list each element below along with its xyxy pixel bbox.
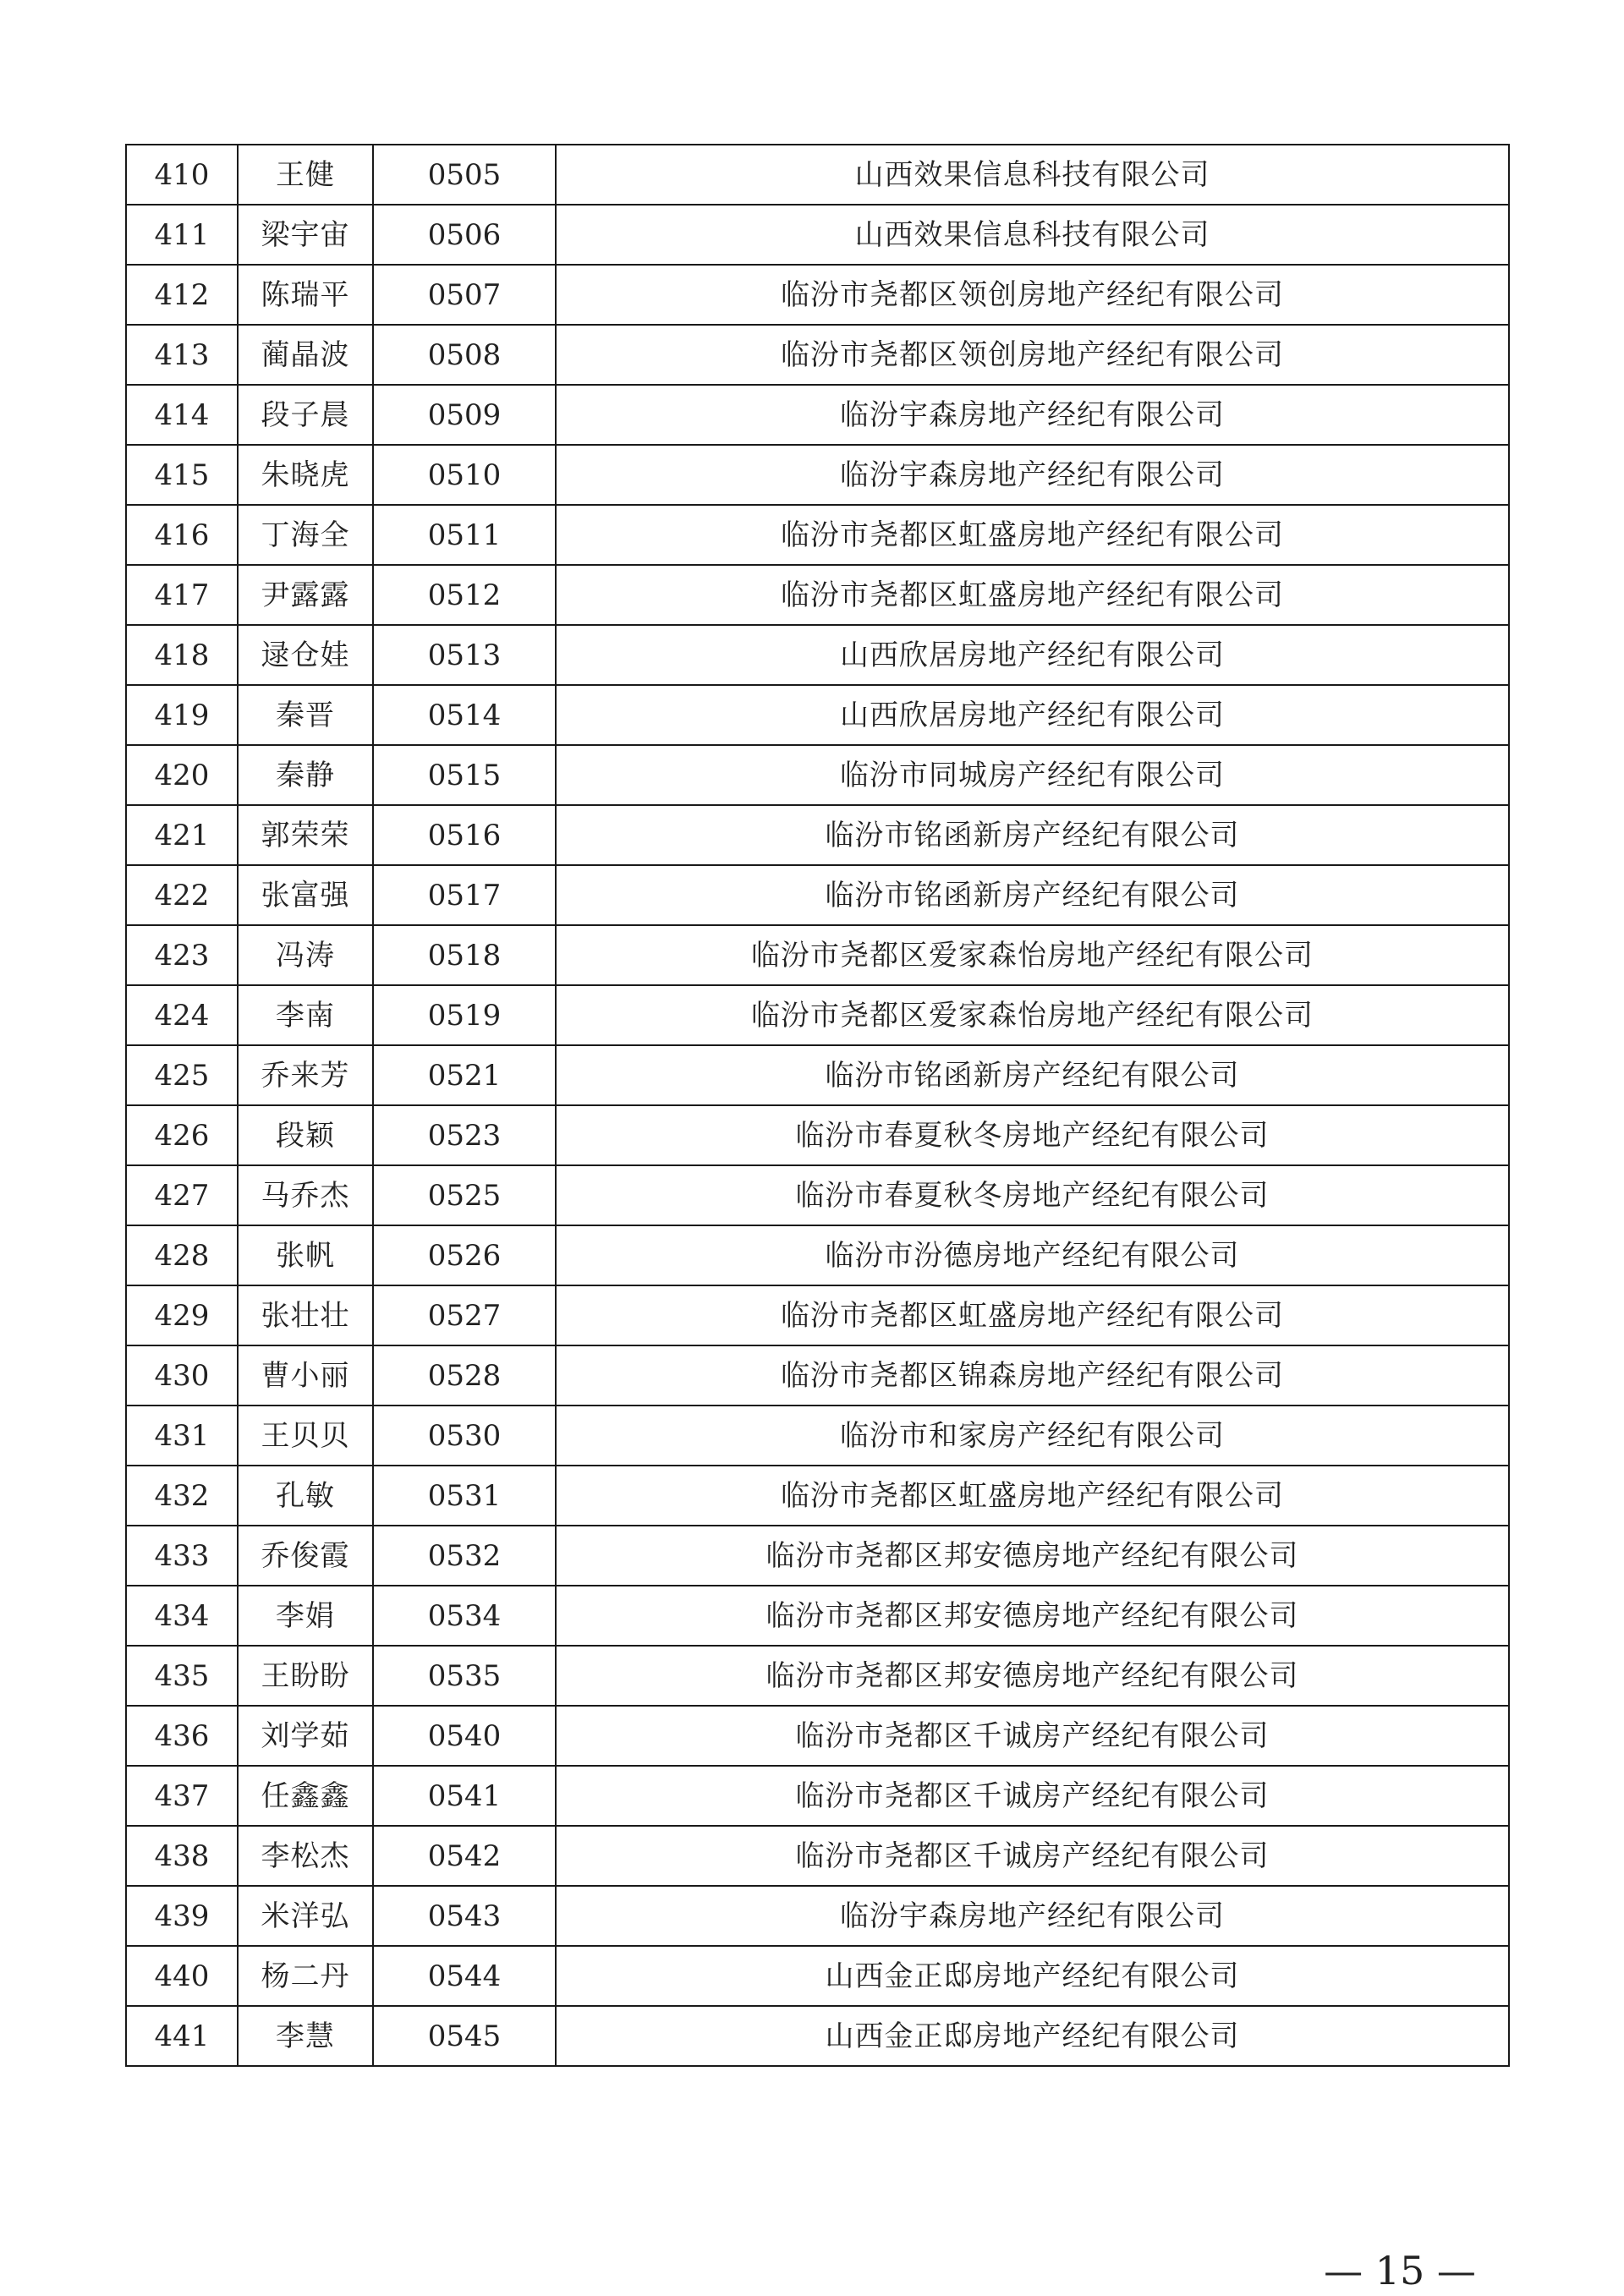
cell-name: 冯涛: [238, 925, 373, 985]
table-row: [126, 1406, 1509, 1466]
cell-code: 0507: [373, 265, 556, 325]
cell-name: 丁海全: [238, 505, 373, 565]
cell-name: 张壮壮: [238, 1285, 373, 1345]
cell-code: 0516: [373, 805, 556, 865]
cell-name: 刘学茹: [238, 1706, 373, 1766]
table-row: [126, 1706, 1509, 1766]
cell-seq: 422: [126, 865, 238, 925]
cell-seq: 436: [126, 1706, 238, 1766]
table-row: [126, 925, 1509, 985]
cell-name: 王盼盼: [238, 1646, 373, 1706]
cell-name: 曹小丽: [238, 1345, 373, 1406]
table-row: [126, 1946, 1509, 2006]
table-row: [126, 565, 1509, 625]
cell-name: 逯仓娃: [238, 625, 373, 685]
cell-seq: 412: [126, 265, 238, 325]
cell-seq: 441: [126, 2006, 238, 2066]
table-row: [126, 205, 1509, 265]
cell-seq: 413: [126, 325, 238, 385]
cell-name: 尹露露: [238, 565, 373, 625]
cell-seq: 421: [126, 805, 238, 865]
cell-company: 临汾市和家房产经纪有限公司: [556, 1406, 1509, 1466]
cell-name: 郭荣荣: [238, 805, 373, 865]
cell-company: 临汾市尧都区虹盛房地产经纪有限公司: [556, 1466, 1509, 1526]
table-row: [126, 1586, 1509, 1646]
cell-company: 临汾宇森房地产经纪有限公司: [556, 385, 1509, 445]
page-number: — 15 —: [1324, 2248, 1476, 2293]
cell-company: 临汾市同城房产经纪有限公司: [556, 745, 1509, 805]
cell-seq: 426: [126, 1105, 238, 1165]
table-row: [126, 385, 1509, 445]
cell-code: 0521: [373, 1045, 556, 1105]
cell-company: 临汾市尧都区虹盛房地产经纪有限公司: [556, 1285, 1509, 1345]
cell-name: 李松杰: [238, 1826, 373, 1886]
cell-code: 0530: [373, 1406, 556, 1466]
cell-code: 0508: [373, 325, 556, 385]
cell-seq: 414: [126, 385, 238, 445]
cell-company: 山西欣居房地产经纪有限公司: [556, 685, 1509, 745]
cell-name: 秦静: [238, 745, 373, 805]
table-row: [126, 325, 1509, 385]
table-row: [126, 865, 1509, 925]
cell-name: 杨二丹: [238, 1946, 373, 2006]
cell-seq: 433: [126, 1526, 238, 1586]
table-row: [126, 1886, 1509, 1946]
cell-name: 任鑫鑫: [238, 1766, 373, 1826]
cell-name: 张帆: [238, 1225, 373, 1285]
cell-company: 临汾宇森房地产经纪有限公司: [556, 445, 1509, 505]
cell-company: 临汾市铭函新房产经纪有限公司: [556, 805, 1509, 865]
cell-seq: 437: [126, 1766, 238, 1826]
cell-seq: 438: [126, 1826, 238, 1886]
cell-seq: 419: [126, 685, 238, 745]
roster-table: [125, 144, 1510, 2067]
cell-seq: 410: [126, 145, 238, 205]
cell-company: 临汾市春夏秋冬房地产经纪有限公司: [556, 1105, 1509, 1165]
cell-name: 段子晨: [238, 385, 373, 445]
table-row: [126, 985, 1509, 1045]
table-row: [126, 1345, 1509, 1406]
table-row: [126, 1105, 1509, 1165]
cell-code: 0525: [373, 1165, 556, 1225]
cell-code: 0541: [373, 1766, 556, 1826]
cell-name: 王健: [238, 145, 373, 205]
table-row: [126, 445, 1509, 505]
cell-name: 秦晋: [238, 685, 373, 745]
cell-code: 0509: [373, 385, 556, 445]
cell-code: 0510: [373, 445, 556, 505]
cell-seq: 411: [126, 205, 238, 265]
cell-seq: 430: [126, 1345, 238, 1406]
cell-company: 山西效果信息科技有限公司: [556, 205, 1509, 265]
cell-company: 临汾市尧都区邦安德房地产经纪有限公司: [556, 1526, 1509, 1586]
cell-company: 临汾市春夏秋冬房地产经纪有限公司: [556, 1165, 1509, 1225]
cell-company: 临汾市尧都区千诚房产经纪有限公司: [556, 1766, 1509, 1826]
cell-code: 0511: [373, 505, 556, 565]
cell-company: 临汾市尧都区虹盛房地产经纪有限公司: [556, 505, 1509, 565]
cell-company: 临汾市尧都区千诚房产经纪有限公司: [556, 1706, 1509, 1766]
cell-code: 0523: [373, 1105, 556, 1165]
table-row: [126, 1466, 1509, 1526]
cell-company: 临汾市尧都区千诚房产经纪有限公司: [556, 1826, 1509, 1886]
cell-code: 0535: [373, 1646, 556, 1706]
table-row: [126, 1826, 1509, 1886]
cell-code: 0527: [373, 1285, 556, 1345]
cell-name: 陈瑞平: [238, 265, 373, 325]
cell-seq: 423: [126, 925, 238, 985]
cell-seq: 439: [126, 1886, 238, 1946]
cell-seq: 417: [126, 565, 238, 625]
table-row: [126, 145, 1509, 205]
cell-code: 0515: [373, 745, 556, 805]
cell-code: 0519: [373, 985, 556, 1045]
table-row: [126, 505, 1509, 565]
cell-name: 乔来芳: [238, 1045, 373, 1105]
cell-code: 0544: [373, 1946, 556, 2006]
cell-seq: 435: [126, 1646, 238, 1706]
cell-seq: 428: [126, 1225, 238, 1285]
table-row: [126, 625, 1509, 685]
cell-name: 李慧: [238, 2006, 373, 2066]
cell-seq: 432: [126, 1466, 238, 1526]
table-row: [126, 1285, 1509, 1345]
cell-company: 临汾市尧都区领创房地产经纪有限公司: [556, 325, 1509, 385]
cell-seq: 415: [126, 445, 238, 505]
cell-code: 0543: [373, 1886, 556, 1946]
cell-code: 0506: [373, 205, 556, 265]
cell-code: 0531: [373, 1466, 556, 1526]
table-row: [126, 685, 1509, 745]
cell-seq: 418: [126, 625, 238, 685]
cell-code: 0528: [373, 1345, 556, 1406]
cell-code: 0540: [373, 1706, 556, 1766]
cell-seq: 440: [126, 1946, 238, 2006]
cell-company: 山西金正邸房地产经纪有限公司: [556, 1946, 1509, 2006]
cell-name: 李娟: [238, 1586, 373, 1646]
cell-name: 乔俊霞: [238, 1526, 373, 1586]
cell-code: 0517: [373, 865, 556, 925]
cell-seq: 429: [126, 1285, 238, 1345]
cell-name: 米洋弘: [238, 1886, 373, 1946]
cell-code: 0513: [373, 625, 556, 685]
table-row: [126, 1646, 1509, 1706]
cell-name: 段颖: [238, 1105, 373, 1165]
cell-name: 朱晓虎: [238, 445, 373, 505]
table-row: [126, 2006, 1509, 2066]
cell-name: 王贝贝: [238, 1406, 373, 1466]
cell-company: 临汾市铭函新房产经纪有限公司: [556, 1045, 1509, 1105]
cell-seq: 416: [126, 505, 238, 565]
cell-code: 0526: [373, 1225, 556, 1285]
table-row: [126, 1526, 1509, 1586]
cell-name: 梁宇宙: [238, 205, 373, 265]
cell-code: 0505: [373, 145, 556, 205]
table-row: [126, 1165, 1509, 1225]
cell-company: 山西金正邸房地产经纪有限公司: [556, 2006, 1509, 2066]
cell-company: 临汾市尧都区领创房地产经纪有限公司: [556, 265, 1509, 325]
cell-name: 蔺晶波: [238, 325, 373, 385]
cell-name: 孔敏: [238, 1466, 373, 1526]
cell-company: 临汾市尧都区爱家森怡房地产经纪有限公司: [556, 985, 1509, 1045]
cell-code: 0514: [373, 685, 556, 745]
cell-seq: 420: [126, 745, 238, 805]
cell-name: 马乔杰: [238, 1165, 373, 1225]
cell-company: 临汾市尧都区爱家森怡房地产经纪有限公司: [556, 925, 1509, 985]
cell-code: 0542: [373, 1826, 556, 1886]
cell-company: 临汾市汾德房地产经纪有限公司: [556, 1225, 1509, 1285]
cell-code: 0532: [373, 1526, 556, 1586]
table-row: [126, 1766, 1509, 1826]
cell-company: 山西效果信息科技有限公司: [556, 145, 1509, 205]
cell-code: 0545: [373, 2006, 556, 2066]
cell-name: 张富强: [238, 865, 373, 925]
table-row: [126, 1045, 1509, 1105]
cell-company: 临汾市尧都区虹盛房地产经纪有限公司: [556, 565, 1509, 625]
cell-seq: 434: [126, 1586, 238, 1646]
cell-seq: 424: [126, 985, 238, 1045]
cell-company: 山西欣居房地产经纪有限公司: [556, 625, 1509, 685]
table-row: [126, 1225, 1509, 1285]
cell-company: 临汾市铭函新房产经纪有限公司: [556, 865, 1509, 925]
roster-table-body: [126, 145, 1509, 2066]
cell-seq: 425: [126, 1045, 238, 1105]
cell-seq: 431: [126, 1406, 238, 1466]
cell-company: 临汾市尧都区锦森房地产经纪有限公司: [556, 1345, 1509, 1406]
table-row: [126, 805, 1509, 865]
cell-company: 临汾宇森房地产经纪有限公司: [556, 1886, 1509, 1946]
cell-company: 临汾市尧都区邦安德房地产经纪有限公司: [556, 1586, 1509, 1646]
cell-code: 0518: [373, 925, 556, 985]
table-row: [126, 265, 1509, 325]
cell-name: 李南: [238, 985, 373, 1045]
cell-seq: 427: [126, 1165, 238, 1225]
table-row: [126, 745, 1509, 805]
cell-code: 0534: [373, 1586, 556, 1646]
cell-company: 临汾市尧都区邦安德房地产经纪有限公司: [556, 1646, 1509, 1706]
cell-code: 0512: [373, 565, 556, 625]
